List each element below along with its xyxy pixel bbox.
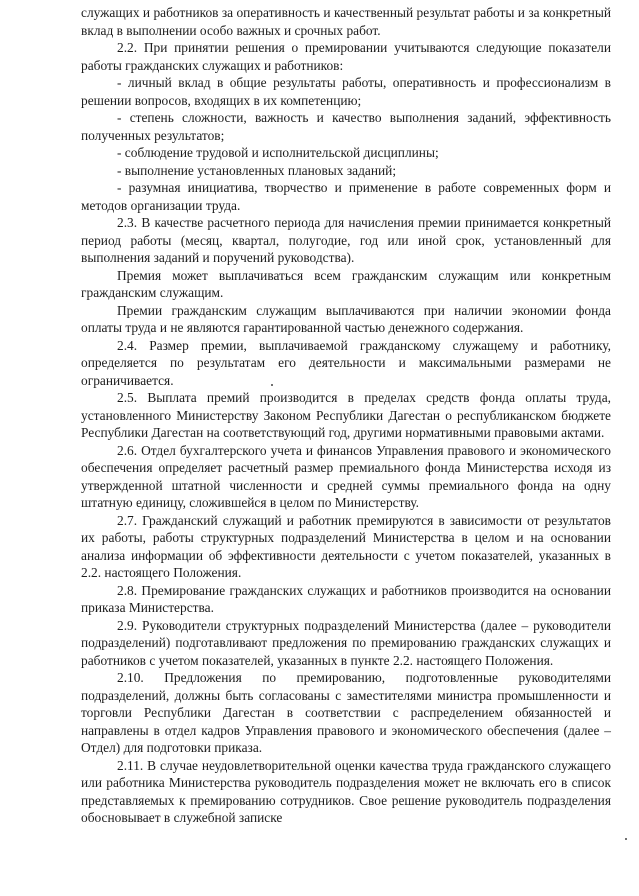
paragraph-bonus-eligibility: Премия может выплачиваться всем гражданским служащим или конкретным гражданским служащим. (81, 267, 611, 300)
list-item: - соблюдение трудовой и исполнительской дисциплины; (117, 145, 439, 160)
list-item: - личный вклад в общие результаты работы, оперативность и профессионализм в решении вопросов, входящих в их компетенцию; (81, 75, 611, 108)
paragraph-2-2: 2.2. При принятии решения о премировании учитываются следующие показатели работы гражданских служащих и работников: (81, 40, 611, 73)
paragraph-2-8: 2.8. Премирование гражданских служащих и работников производится на основании приказа Министерства. (81, 582, 611, 615)
scan-speck (625, 838, 627, 840)
list-item: - выполнение установленных плановых заданий; (117, 162, 397, 178)
paragraph-2-9: 2.9. Руководители структурных подразделений Министерства (далее – руководители подразделений) подготавливают предложения по премированию гражданских служащих и работников с учетом показателей, указанных в пункте 2.2. настоящего Положения. (81, 617, 611, 668)
scan-speck (271, 384, 273, 386)
paragraph-2-3: 2.3. В качестве расчетного периода для начисления премии принимается конкретный период работы (месяц, квартал, полугодие, год или иной срок, установленный для выполнения заданий и поручений руководства). (81, 215, 611, 265)
list-item: - разумная инициатива, творчество и применение в работе современных форм и методов организации труда. (81, 180, 611, 213)
paragraph-2-4: 2.4. Размер премии, выплачиваемой гражданскому служащему и работнику, определяется по результатам его деятельности и максимальными размерами не ограничивается. (81, 337, 611, 388)
list-item: - степень сложности, важность и качество выполнения заданий, эффективность полученных результатов; (81, 110, 611, 143)
paragraph-continuation: служащих и работников за оперативность и качественный результат работы и за конкретный вклад в выполнении особо важных и срочных работ. (81, 5, 611, 38)
paragraph-bonus-funding: Премии гражданским служащим выплачиваются при наличии экономии фонда оплаты труда и не являются гарантированной частью денежного содержания. (81, 302, 611, 335)
paragraph-2-11: 2.11. В случае неудовлетворительной оценки качества труда гражданского служащего или работника Министерства руководитель подразделения может не включать его в список представляемых к премированию сотрудников. Свое решение руководитель подразделения обосновывает в служебной записке (81, 757, 611, 825)
paragraph-2-10: 2.10. Предложения по премированию, подготовленные руководителями подразделений, должны быть согласованы с заместителями министра промышленности и торговли Республики Дагестан в соответствии с распределением обязанностей и направлены в отдел кадров Управления правового и экономического обеспечения (далее – Отдел) для подготовки приказа. (81, 670, 611, 755)
paragraph-2-6: 2.6. Отдел бухгалтерского учета и финансов Управления правового и экономического обеспечения определяет расчетный размер премиального фонда Министерства исходя из утвержденной штатной численности и средней суммы премиального фонда на одну штатную единицу, сложившейся в целом по Министерству. (81, 442, 611, 510)
paragraph-2-5: 2.5. Выплата премий производится в пределах средств фонда оплаты труда, установленного Министерству Законом Республики Дагестан о республиканском бюджете Республики Дагестан на соответствующий год, другими нормативными правовыми актами. (81, 390, 611, 440)
paragraph-2-7: 2.7. Гражданский служащий и работник премируются в зависимости от результатов их работы, работы структурных подразделений Министерства в целом и на основании анализа информации об эффективности деятельности с учетом показателей, указанных в 2.2. настоящего Положения. (81, 512, 611, 580)
